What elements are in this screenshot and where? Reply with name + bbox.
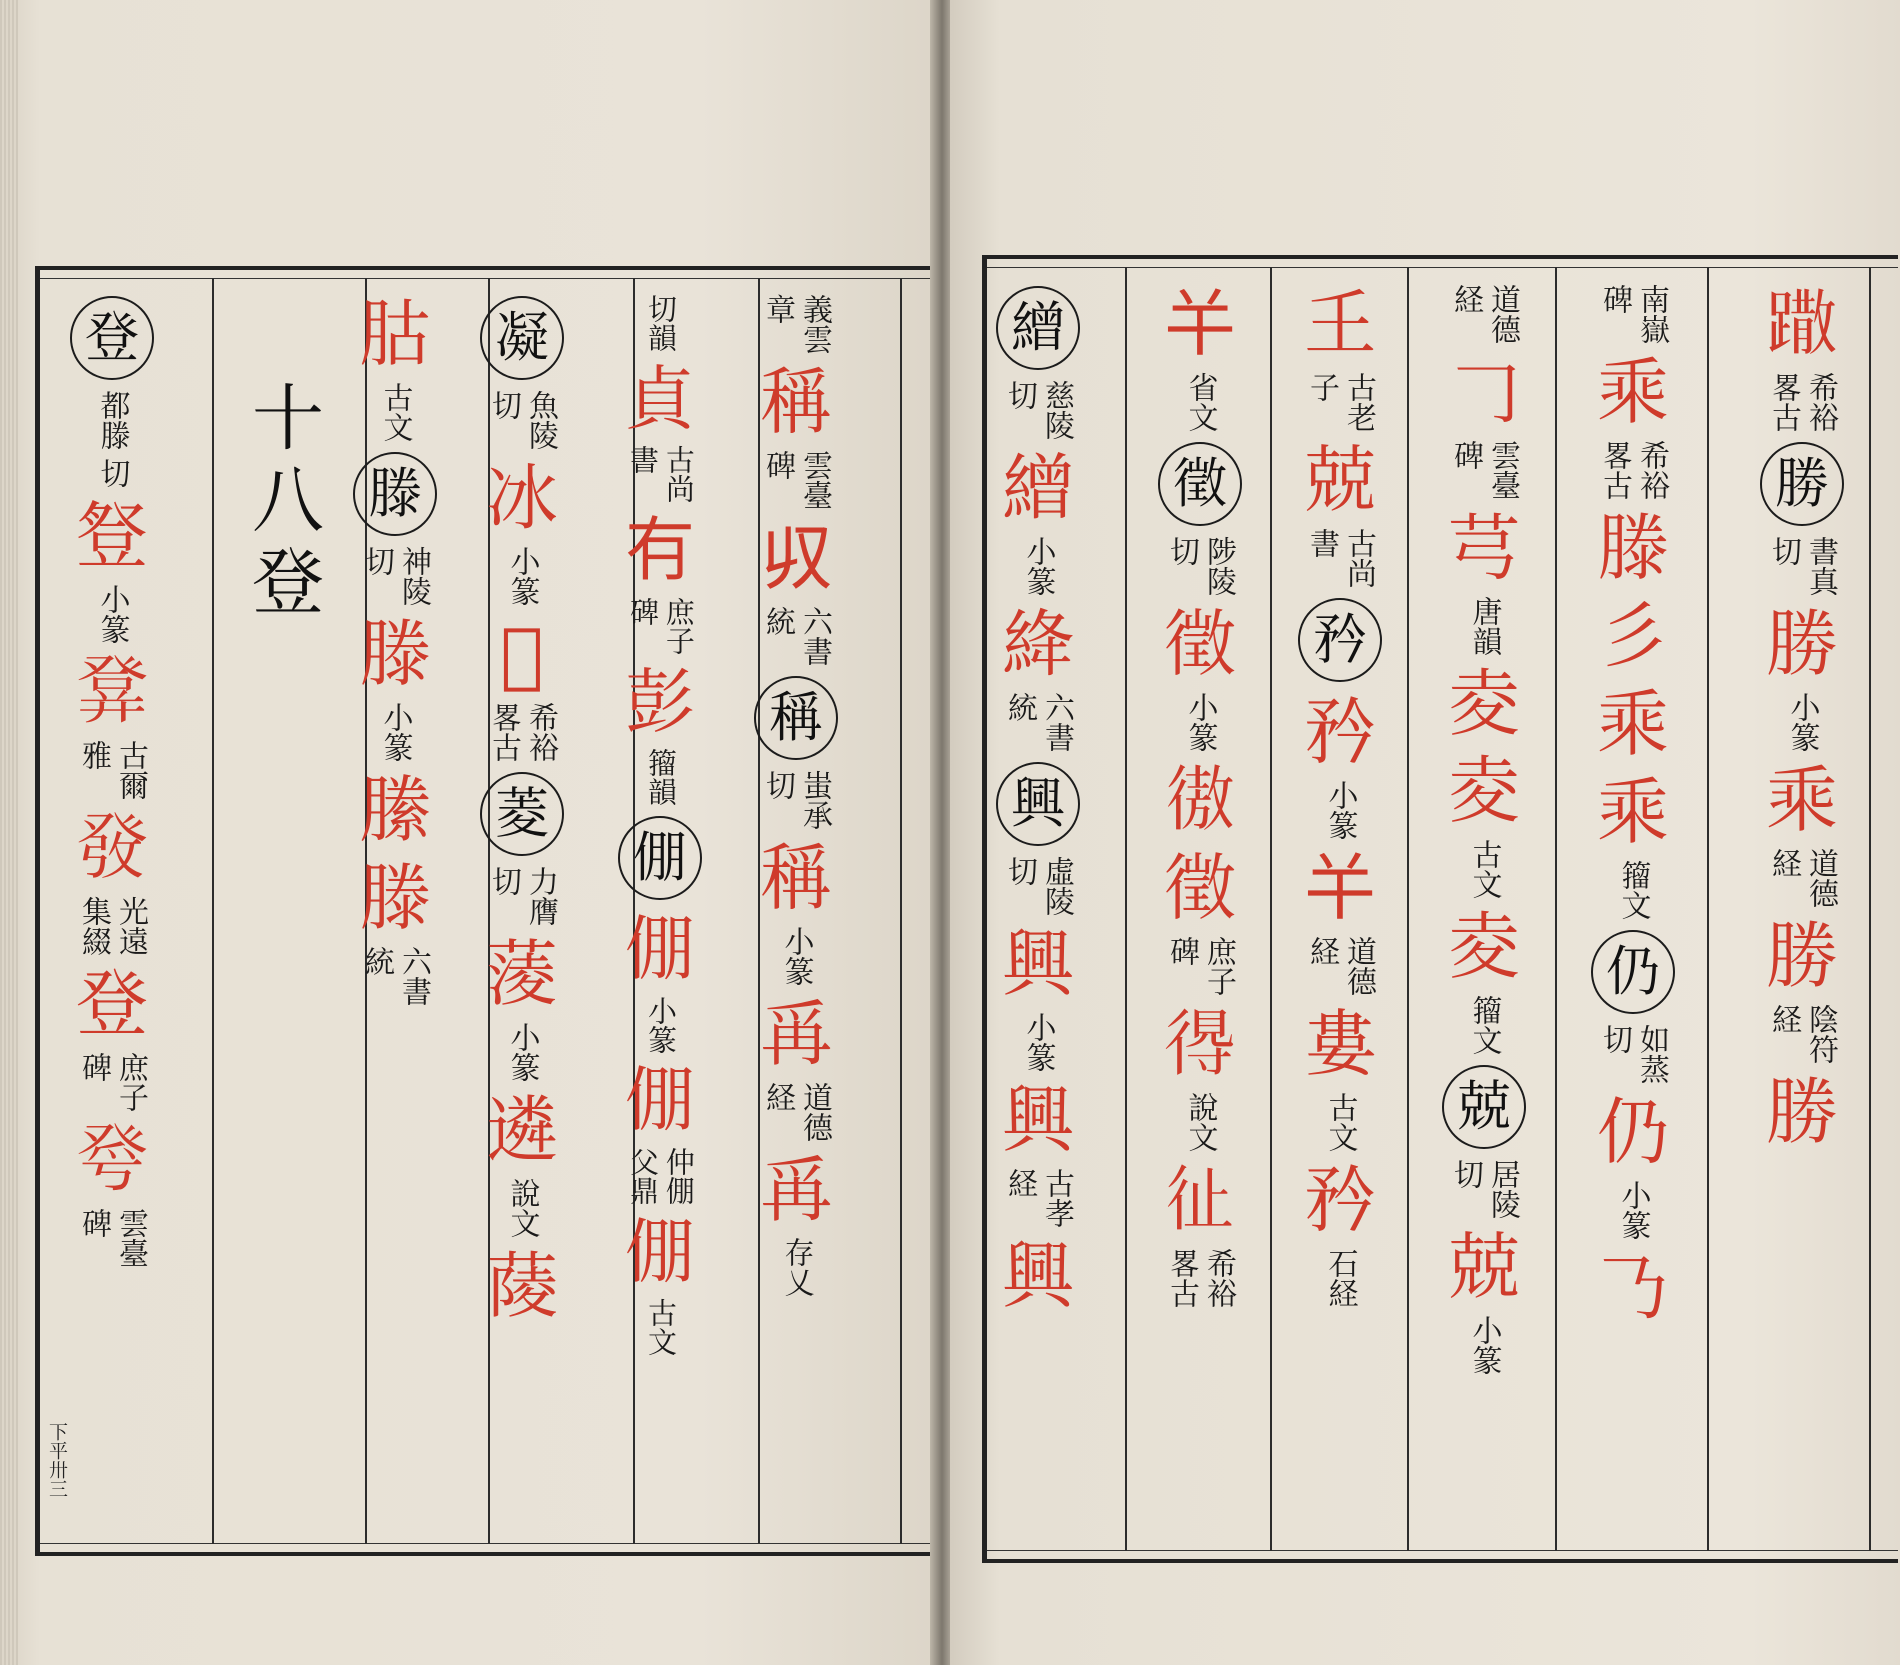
source-annotation: 小篆 [504,546,540,606]
source-annotation: 雲臺 碑 [760,449,832,510]
source-annotation: 蚩承 切 [760,769,832,830]
source-annotation: 小篆 [1615,1180,1651,1240]
headword-circle: 凝 [480,296,564,380]
seal-script-glyph: 勝 [1765,1070,1838,1154]
seal-script-glyph: 稱 [759,835,832,920]
seal-script-glyph: 登 [75,962,148,1046]
seal-script-glyph: 𤼷 [75,650,148,734]
seal-script-glyph: 夌 [1447,749,1520,834]
source-annotation: 古文 [377,382,413,442]
source-annotation: 魚陵 切 [486,390,558,450]
seal-script-glyph: 滕 [358,612,431,696]
source-annotation: 切韻 [643,293,678,352]
source-annotation: 小篆 [377,702,413,762]
seal-script-glyph: 徵 [1163,602,1236,686]
source-annotation: 希裕 畧古 [1766,372,1838,432]
page-marker: 下平卅三 [46,1422,68,1498]
source-annotation: 道德 経 [1448,283,1520,344]
seal-script-glyph: 爯 [759,1147,832,1232]
seal-script-glyph: 倗 [625,1059,695,1142]
source-annotation: 小篆 [1020,536,1056,596]
seal-script-glyph: 兢 [1447,1225,1520,1310]
seal-script-glyph: 𢔶 [1163,1002,1236,1086]
source-annotation: 陟陵 切 [1164,536,1236,596]
page-edge [0,0,18,1665]
source-annotation: 古孝 経 [1002,1168,1074,1228]
seal-script-glyph: 繒 [1001,446,1074,530]
source-annotation: 都滕 [94,390,130,450]
seal-script-glyph: 乘 [1596,350,1669,434]
headword-circle: 勝 [1760,442,1844,526]
source-annotation: 雲臺 碑 [1448,439,1520,500]
source-annotation: 慈陵 切 [1002,380,1074,440]
source-annotation: 小篆 [1466,1314,1502,1375]
seal-script-glyph: 徵 [1163,846,1236,930]
headword-circle: 繒 [996,286,1080,370]
source-annotation: 小篆 [1020,1012,1056,1072]
column-c1 [57,290,167,1272]
column-r3 [1285,280,1395,1312]
seal-script-glyph: 婁 [1303,1002,1376,1086]
column-c5 [605,290,715,1360]
source-annotation: 存乂 [778,1237,814,1298]
seal-script-glyph: 𨅖 [1765,282,1838,366]
seal-script-glyph: 勝 [1765,914,1838,998]
seal-script-glyph: 乘 [1765,758,1838,842]
source-annotation: 小篆 [504,1022,540,1082]
seal-script-glyph: 興 [1001,1078,1074,1162]
seal-script-glyph: 滕 [358,856,431,940]
source-annotation: 道德 経 [1766,848,1838,908]
source-annotation: 石経 [1322,1248,1358,1308]
seal-script-glyph: 彭 [625,660,695,743]
seal-script-glyph: 夌 [1447,661,1520,746]
source-annotation: 庶子 碑 [1164,936,1236,996]
seal-script-glyph: 乘 [1596,770,1669,854]
source-annotation: 庶子 碑 [76,1052,148,1112]
seal-script-glyph: 𢆉 [1163,282,1236,366]
source-annotation: 籀文 [1466,995,1502,1056]
section-title: 十八登 [240,380,324,626]
source-annotation: 希裕 畧古 [486,702,558,762]
seal-script-glyph: 𡈼 [1303,282,1376,366]
source-annotation: 籀韻 [643,748,678,807]
source-annotation: 六書 統 [1002,692,1074,752]
column-c3 [340,290,450,1010]
seal-script-glyph: 𢕟 [1163,758,1236,842]
source-annotation: 省文 [1182,372,1218,432]
source-annotation: 說文 [1182,1092,1218,1152]
source-annotation: 古老 子 [1304,372,1376,432]
seal-script-glyph: 倗 [625,907,695,990]
headword-circle: 興 [996,762,1080,846]
seal-script-glyph: 貞 [625,357,695,440]
source-annotation: 仲倗 父鼎 [626,1146,696,1205]
source-annotation: 六書 統 [359,946,431,1006]
headword-circle: 兢 [1442,1065,1526,1149]
source-annotation: 古爾 雅 [76,740,148,800]
source-annotation: 居陵 切 [1448,1159,1520,1220]
column-c6 [741,290,851,1301]
headword-circle: 矜 [1298,598,1382,682]
seal-script-glyph: 𠃌 [1447,349,1520,434]
left-page [0,0,945,1665]
source-annotation: 小篆 [1784,692,1820,752]
source-annotation: 小篆 [778,925,814,986]
seal-script-glyph: 乘 [1596,682,1669,766]
source-annotation: 神陵 切 [359,546,431,606]
seal-script-glyph: 𤼮 [75,1118,148,1202]
source-annotation: 光遠 集綴 [76,896,148,956]
source-annotation: 陰符 経 [1766,1004,1838,1064]
headword-circle: 稱 [754,676,838,760]
headword-circle: 仍 [1591,930,1675,1014]
headword-circle: 滕 [353,452,437,536]
source-annotation: 希裕 畧古 [1597,440,1669,500]
seal-script-glyph: 遴 [485,1088,558,1172]
headword-circle: 登 [70,296,154,380]
source-annotation: 古尚 書 [1304,528,1376,588]
source-annotation: 切 [94,458,130,488]
source-annotation: 小篆 [643,995,678,1054]
seal-script-glyph: 蔆 [485,932,558,1016]
source-annotation: 希裕 畧古 [1164,1248,1236,1308]
seal-script-glyph: 䔖 [485,1244,558,1328]
source-annotation: 小篆 [1182,692,1218,752]
seal-script-glyph: 矜 [1303,1158,1376,1242]
column-r4 [1429,280,1539,1379]
seal-script-glyph: 滕 [1596,506,1669,590]
seal-script-glyph: 𦙶 [358,292,431,376]
seal-script-glyph: 縢 [358,768,431,852]
seal-script-glyph: 𢆉 [1303,846,1376,930]
seal-script-glyph: 𤼲 [75,806,148,890]
seal-script-glyph: 勝 [1765,602,1838,686]
source-annotation: 南嶽 碑 [1597,284,1669,344]
seal-script-glyph: 矜 [1303,690,1376,774]
seal-script-glyph: 興 [1001,1234,1074,1318]
column-r6 [1747,280,1857,1156]
column-r2 [1145,280,1255,1312]
seal-script-glyph: 爯 [759,991,832,1076]
column-r1 [983,280,1093,1320]
source-annotation: 古尚 書 [626,445,696,504]
column-c4 [467,290,577,1330]
right-page [950,0,1900,1665]
seal-script-glyph: 興 [1001,922,1074,1006]
source-annotation: 籀文 [1615,860,1651,920]
source-annotation: 古文 [1322,1092,1358,1152]
source-annotation: 書真 切 [1766,536,1838,596]
source-annotation: 古文 [1466,839,1502,900]
source-annotation: 唐韻 [1466,595,1502,656]
source-annotation: 如蒸 切 [1597,1024,1669,1084]
seal-script-glyph: 豋 [75,494,148,578]
seal-script-glyph: 𢓊 [1163,1158,1236,1242]
source-annotation: 力膺 切 [486,866,558,926]
seal-script-glyph: 倗 [625,1210,695,1293]
seal-script-glyph: 兢 [1303,438,1376,522]
seal-script-glyph: 𠕆 [625,509,695,592]
seal-script-glyph: 稱 [759,359,832,444]
seal-script-glyph: 冰 [485,456,558,540]
source-annotation: 義雲 章 [760,293,832,354]
source-annotation: 說文 [504,1178,540,1238]
source-annotation: 六書 統 [760,605,832,666]
seal-script-glyph: 彡 [1596,594,1669,678]
seal-script-glyph: 夌 [1447,905,1520,990]
seal-script-glyph: 𠄎 [1596,1246,1669,1330]
headword-circle: 徵 [1158,442,1242,526]
headword-circle: 倗 [618,816,702,900]
source-annotation: 庶子 碑 [626,596,696,655]
seal-script-glyph: 絳 [1001,602,1074,686]
source-annotation: 虛陵 切 [1002,856,1074,916]
headword-circle: 菱 [480,772,564,856]
source-annotation: 小篆 [94,584,130,644]
source-annotation: 道德 経 [760,1081,832,1142]
seal-script-glyph: 𠗰 [500,612,544,696]
column-r5 [1578,280,1688,1332]
seal-script-glyph: 𠬞 [759,515,832,600]
source-annotation: 古文 [643,1298,678,1357]
seal-script-glyph: 芎 [1447,505,1520,590]
source-annotation: 小篆 [1322,780,1358,840]
source-annotation: 道德 経 [1304,936,1376,996]
seal-script-glyph: 仍 [1596,1090,1669,1174]
source-annotation: 雲臺 碑 [76,1208,148,1268]
